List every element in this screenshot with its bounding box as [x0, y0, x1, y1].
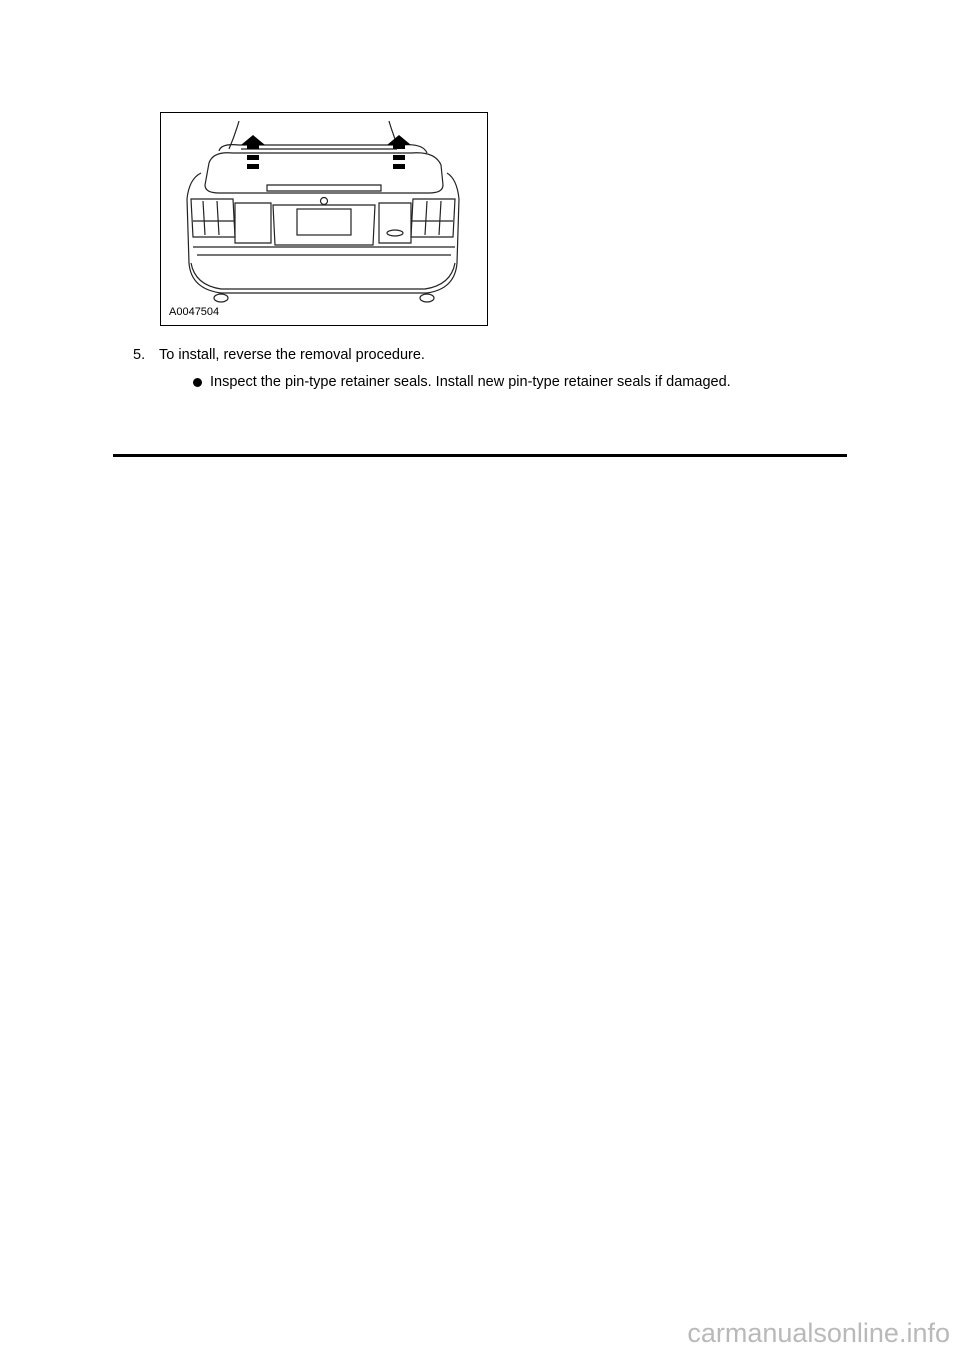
car-rear-drawing — [161, 113, 487, 325]
illustration-rear-trim-panel — [160, 112, 488, 326]
watermark: carmanualsonline.info — [687, 1318, 950, 1348]
bullet-text: Inspect the pin-type retainer seals. Install new pin-type retainer seals if damaged. — [210, 374, 731, 390]
bullet-icon — [193, 378, 202, 387]
figure-id: A0047504 — [169, 306, 220, 318]
section-divider — [113, 454, 847, 457]
step-number: 5. — [133, 347, 146, 363]
step-text: To install, reverse the removal procedure. — [159, 347, 425, 363]
